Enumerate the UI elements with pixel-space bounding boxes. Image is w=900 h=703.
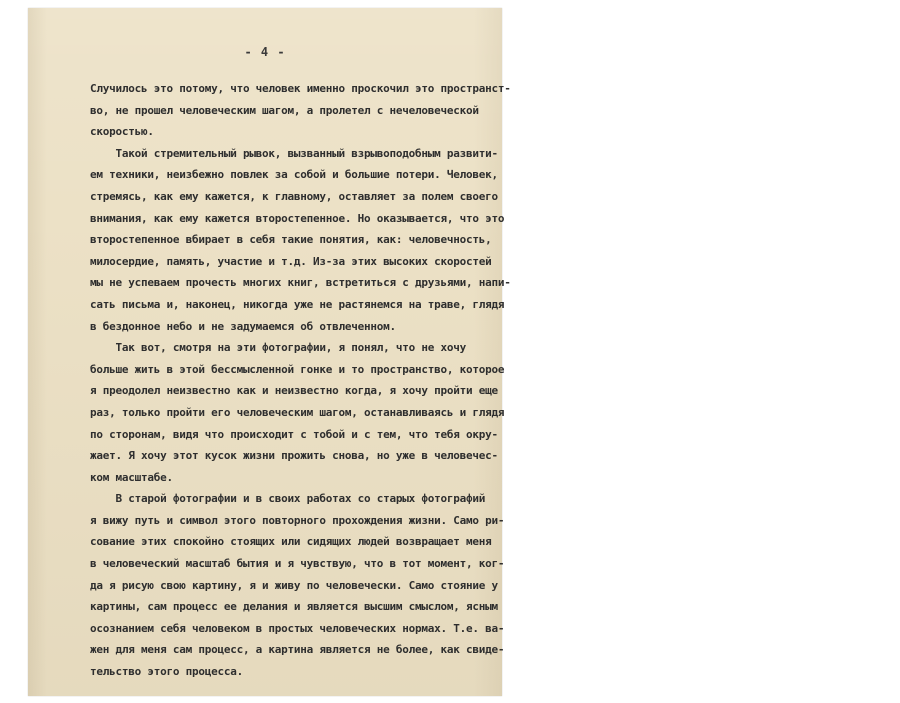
text-line: жает. Я хочу этот кусок жизни прожить снова, но уже в человечес- [90, 449, 498, 463]
text-line: Так вот, смотря на эти фотографии, я понял, что не хочу [90, 341, 466, 355]
text-line: тельство этого процесса. [90, 665, 243, 679]
page-number: - 4 - [244, 45, 286, 59]
text-line: сование этих спокойно стоящих или сидящих людей возвращает меня [90, 535, 492, 549]
paragraph [90, 143, 511, 337]
text-line: да я рисую свою картину, я и живу по человечески. Само стояние у [90, 578, 498, 592]
text-line: милосердие, память, участие и т.д. Из-за этих высоких скоростей [90, 254, 492, 268]
text-line: скоростью. [90, 125, 154, 139]
text-line: внимания, как ему кажется второстепенное. Но оказывается, что это [90, 211, 505, 225]
page-body [90, 78, 511, 683]
text-line: второстепенное вбирает в себя такие понятия, как: человечность, [90, 233, 492, 247]
text-line: Такой стремительный рывок, вызванный взрывоподобным развити- [90, 146, 498, 160]
text-line: картины, сам процесс ее делания и является высшим смыслом, ясным [90, 600, 498, 614]
text-line: В старой фотографии и в своих работах со старых фотографий [90, 492, 486, 506]
text-line: больше жить в этой бессмысленной гонке и то пространство, которое [90, 362, 505, 376]
text-line: осознанием себя человеком в простых человеческих нормах. Т.е. ва- [90, 621, 505, 635]
text-line: Случилось это потому, что человек именно проскочил это пространст- [90, 82, 511, 95]
text-line: по сторонам, видя что происходит с тобой и с тем, что тебя окру- [90, 427, 498, 441]
text-line: мы не успеваем прочесть многих книг, встретиться с друзьями, напи- [90, 276, 511, 290]
text-line: в человеческий масштаб бытия и я чувствую, что в тот момент, ког- [90, 557, 505, 571]
typewritten-page [28, 8, 511, 696]
text-line: во, не прошел человеческим шагом, а пролетел с нечеловеческой [90, 103, 479, 117]
text-line: я преодолел неизвестно как и неизвестно когда, я хочу пройти еще [90, 384, 498, 398]
text-line: раз, только пройти его человеческим шагом, останавливаясь и глядя [90, 405, 505, 419]
text-line: сать письма и, наконец, никогда уже не растянемся на траве, глядя [90, 297, 505, 311]
text-line: жен для меня сам процесс, а картина является не более, как свиде- [90, 643, 505, 657]
text-line: в бездонное небо и не задумаемся об отвлеченном. [90, 319, 396, 333]
text-line: ем техники, неизбежно повлек за собой и большие потери. Человек, [90, 168, 498, 182]
paragraph [90, 78, 511, 143]
text-line: ком масштабе. [90, 470, 173, 484]
paragraph [90, 337, 505, 488]
paragraph [90, 488, 505, 682]
text-line: я вижу путь и символ этого повторного прохождения жизни. Само ри- [90, 513, 505, 527]
text-line: стремясь, как ему кажется, к главному, оставляет за полем своего [90, 189, 498, 203]
